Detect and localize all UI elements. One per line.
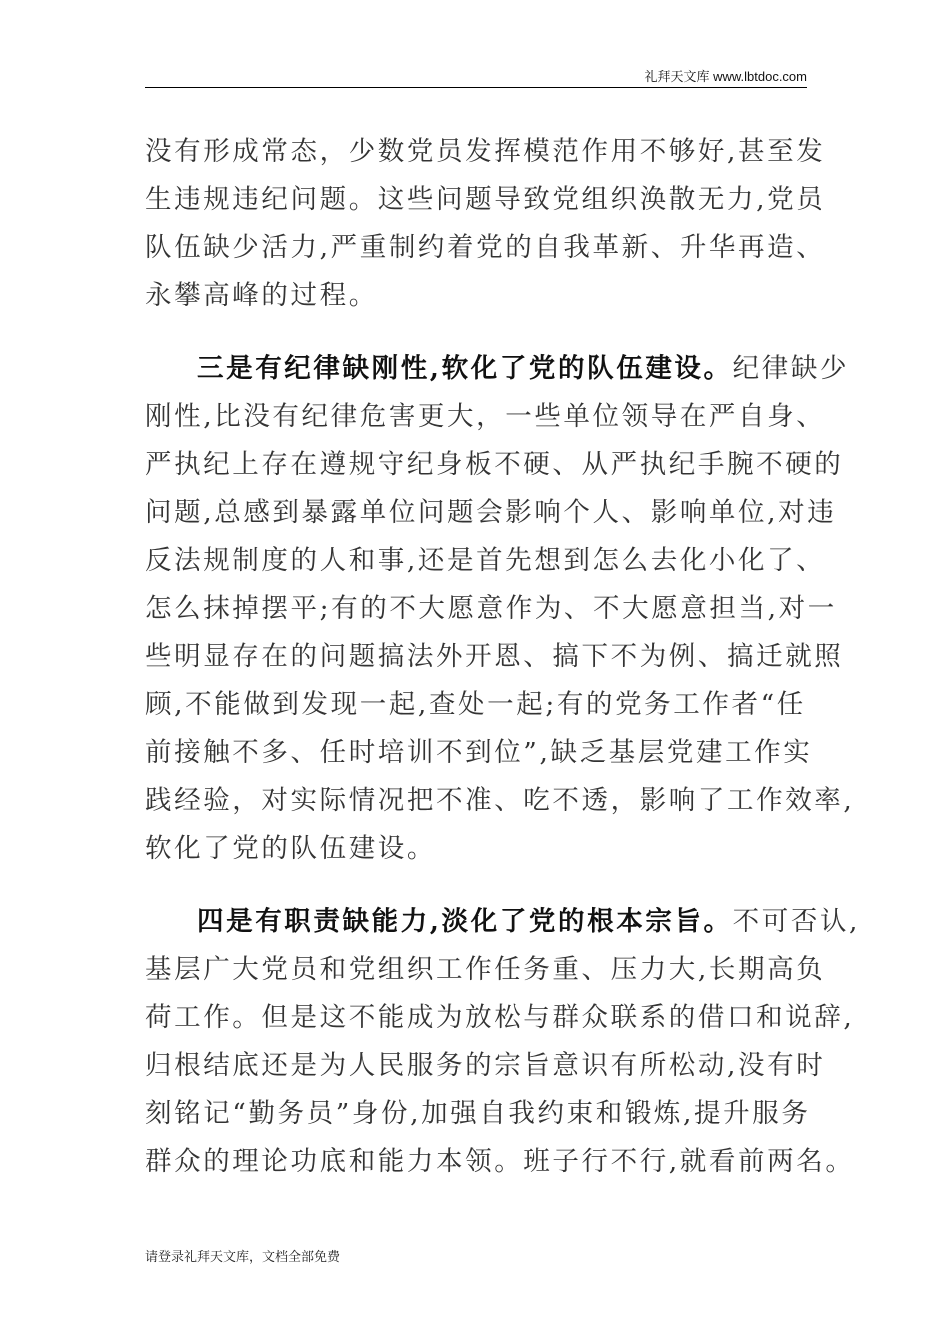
text-line: 前接触不多、任时培训不到位”,缺乏基层党建工作实 [145, 737, 813, 768]
text-line: 没有形成常态，少数党员发挥模范作用不够好,甚至发 [145, 136, 826, 167]
header-rule [145, 87, 807, 88]
document-body [145, 128, 861, 1186]
text-line: 荷工作。但是这不能成为放松与群众联系的借口和说辞, [145, 1002, 855, 1033]
text-line: 基层广大党员和党组织工作任务重、压力大,长期高负 [145, 954, 826, 985]
text-line: 反法规制度的人和事,还是首先想到怎么去化小化了、 [145, 545, 826, 576]
text-line: 刚性,比没有纪律危害更大，一些单位领导在严自身、 [145, 401, 826, 432]
paragraph-heading: 四是有职责缺能力,淡化了党的根本宗旨。 [197, 906, 733, 937]
text-line: 永攀高峰的过程。 [145, 280, 378, 311]
text-line: 群众的理论功底和能力本领。班子行不行,就看前两名。 [145, 1146, 855, 1177]
site-name-url: 礼拜天文库 www.lbtdoc.com [644, 69, 807, 84]
paragraph-heading: 三是有纪律缺刚性,软化了党的队伍建设。 [197, 353, 733, 384]
text-line: 软化了党的队伍建设。 [145, 833, 436, 864]
heading-line-text: 不可否认, [732, 906, 861, 937]
text-line: 严执纪上存在遵规守纪身板不硬、从严执纪手腕不硬的 [145, 449, 844, 480]
page-header [145, 66, 807, 86]
heading-line-text: 纪律缺少 [732, 353, 850, 384]
text-line: 怎么抹掉摆平;有的不大愿意作为、不大愿意担当,对一 [145, 593, 837, 624]
text-line: 队伍缺少活力,严重制约着党的自我革新、升华再造、 [145, 232, 826, 263]
text-line: 顾,不能做到发现一起,查处一起;有的党务工作者“任 [145, 689, 806, 720]
paragraph-heading-line [145, 345, 850, 393]
paragraph-heading-line [145, 898, 861, 946]
text-line: 生违规违纪问题。这些问题导致党组织涣散无力,党员 [145, 184, 826, 215]
page-footer: 请登录礼拜天文库，文档全部免费 [145, 1250, 341, 1265]
text-line: 些明显存在的问题搞法外开恩、搞下不为例、搞迁就照 [145, 641, 844, 672]
text-line: 归根结底还是为人民服务的宗旨意识有所松动,没有时 [145, 1050, 826, 1081]
text-line: 刻铭记“勤务员”身份,加强自我约束和锻炼,提升服务 [145, 1098, 811, 1129]
text-line: 问题,总感到暴露单位问题会影响个人、影响单位,对违 [145, 497, 837, 528]
text-line: 践经验，对实际情况把不准、吃不透，影响了工作效率, [145, 785, 855, 816]
